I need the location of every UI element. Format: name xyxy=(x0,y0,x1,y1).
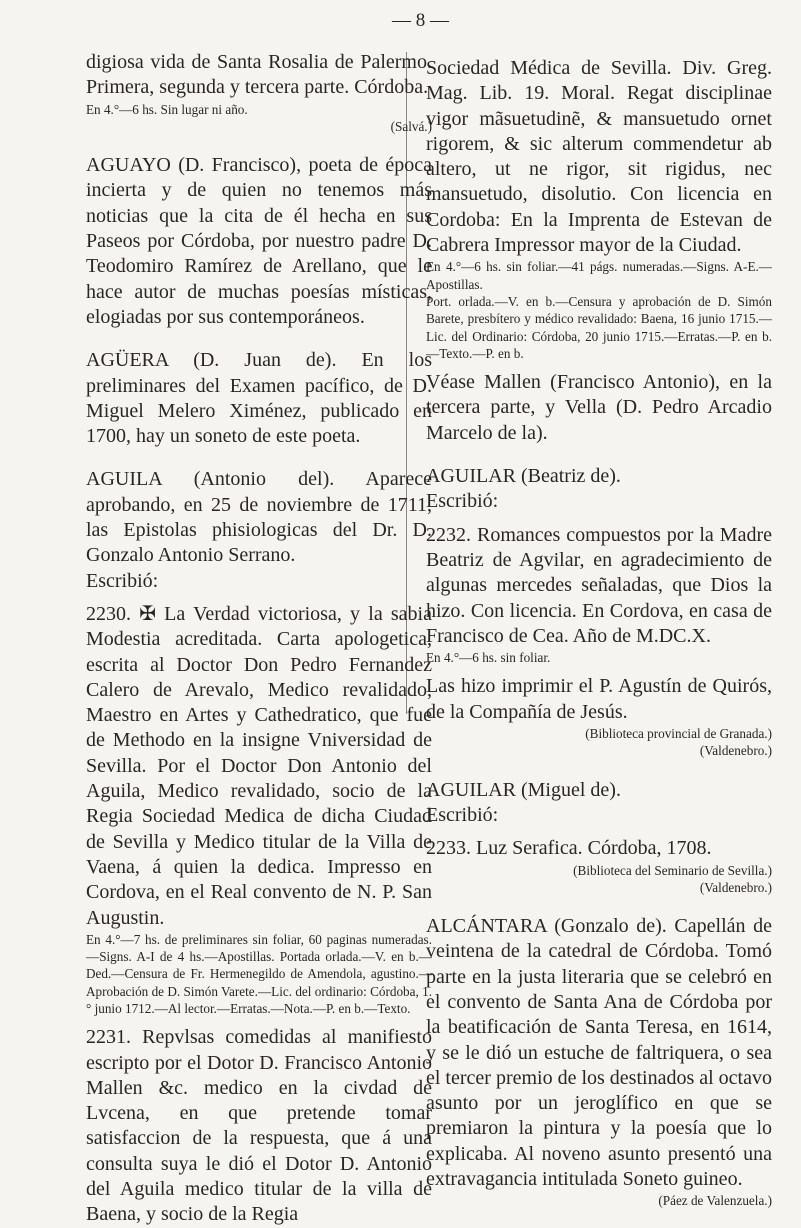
spacer xyxy=(426,515,772,523)
spacer xyxy=(86,449,432,467)
text-paragraph: AGUILAR (Miguel de). xyxy=(426,778,621,801)
text-paragraph: Escribió: xyxy=(426,803,499,826)
text-paragraph: Port. orlada.—V. en b.—Censura y aprobación de D. Simón Barete, presbítero y médico revalidado: Baena, 16 junio 1715.—Lic. del Ordinario: Córdoba, 20 junio 1715.—Erratas.—P. en b.—Texto.—P. en b. xyxy=(426,293,772,361)
text-paragraph: (Salvá.) xyxy=(390,118,432,134)
text-paragraph: AGUILA (Antonio del). Aparece aprobando, en 25 de noviembre de 1711, las Epistolas phisiologicas del Dr. D. Gonzalo Antonio Serrano. xyxy=(86,468,432,567)
text-paragraph: Escribió: xyxy=(426,490,499,513)
text-paragraph: En 4.°—6 hs. Sin lugar ni año. xyxy=(86,101,248,117)
spacer xyxy=(426,896,772,914)
text-paragraph: (Valdenebro.) xyxy=(699,879,772,895)
right-column xyxy=(426,56,772,1210)
text-paragraph: Escribió: xyxy=(86,569,159,592)
text-paragraph: En 4.°—6 hs. sin foliar.—41 págs. numeradas.—Signs. A-E.—Apostillas. xyxy=(426,259,772,292)
spacer xyxy=(86,330,432,348)
page-number: — 8 — xyxy=(392,10,449,31)
text-paragraph: AGUILAR (Beatriz de). xyxy=(426,465,621,488)
spacer xyxy=(426,760,772,778)
text-paragraph: (Valdenebro.) xyxy=(699,743,772,759)
spacer xyxy=(426,666,772,674)
text-paragraph: Véase Mallen (Francisco Antonio), en la tercera parte, y Vella (D. Pedro Arcadio Marcelo de la). xyxy=(426,371,772,444)
text-paragraph: ALCÁNTARA (Gonzalo de). Capellán de veintena de la catedral de Córdoba. Tomó parte en la justa literaria que se celebró en el convento de Santa Ana de Córdoba por la beatificación de Santa Teresa, en 1614, y se le dió un estuche de faltriquera, o sea el tercer premio de los destinados al octavo asunto por un jeroglífico en que se premiaron la pintura y la poesía que lo explicaba. Al noveno asunto presentó una extravagancia intitulada Soneto guineo. xyxy=(426,915,772,1191)
text-paragraph: 2233. Luz Serafica. Córdoba, 1708. xyxy=(426,837,712,860)
text-paragraph: AGUAYO (D. Francisco), poeta de época incierta y de quien no tenemos más noticias que la cita de él hecha en sus Paseos por Córdoba, por nuestro padre D. Teodomiro Ramírez de Arellano, que le hace autor de muchas poesías místicas, elogiadas por sus contemporáneos. xyxy=(86,154,432,328)
left-column xyxy=(86,50,432,1228)
spacer xyxy=(86,1017,432,1025)
text-paragraph: AGÜERA (D. Juan de). En los preliminares del Examen pacífico, de D. Miguel Melero Ximénez, publicado en 1700, hay un soneto de este poeta. xyxy=(86,349,432,448)
text-paragraph: 2230. ✠ La Verdad victoriosa, y la sabia Modestia acreditada. Carta apologetica, escrita al Doctor Don Pedro Fernandez Calero de Arevalo, Medico revalidado, Maestro en Artes y Cathedratico, que fue de Methodo en la insigne Vniversidad de Sevilla. Por el Doctor Don Antonio del Aguila, Medico revalidado, socio de la Regia Sociedad Medica de dicha Ciudad de Sevilla y Medico titular de la Villa de Vaena, á quien la dedica. Impresso en Cordova, en el Real convento de N. P. San Augustin. xyxy=(86,602,432,929)
text-paragraph: (Biblioteca del Seminario de Sevilla.) xyxy=(573,862,772,878)
spacer xyxy=(426,828,772,836)
text-paragraph: 2231. Repvlsas comedidas al manifiesto escripto por el Dotor D. Francisco Antonio Mallen &c. medico en la civdad de Lvcena, en que pretende tomar satisfaccion de la respuesta, que á una consulta suya le dió el Dotor D. Antonio del Aguila medico titular de la villa de Baena, y socio de la Regia xyxy=(86,1026,432,1226)
text-paragraph: (Biblioteca provincial de Granada.) xyxy=(585,726,772,742)
spacer xyxy=(86,594,432,602)
text-paragraph: Sociedad Médica de Sevilla. Div. Greg. Mag. Lib. 19. Moral. Regat disciplinae vigor mãsuetudinẽ, & mansuetudo ornet rigorem, & sic alterum commendetur ab altero, ut ne rigor, sit rigidus, nec mansuetudo, disolutio. Con licencia en Cordoba: En la Imprenta de Estevan de Cabrera Impressor mayor de la Ciudad. xyxy=(426,57,772,257)
text-paragraph: En 4.°—7 hs. de preliminares sin foliar, 60 paginas numeradas.—Signs. A-I de 4 hs.—Apostillas. Portada orlada.—V. en b.—Ded.—Censura de Fr. Hermenegildo de Amendola, agustino.—Aprobación de D. Simón Varete.—Lic. del ordinario: Córdoba, 1.° junio 1712.—Al lector.—Erratas.—Nota.—P. en b.—Texto. xyxy=(86,931,432,1016)
text-paragraph: Las hizo imprimir el P. Agustín de Quirós, de la Compañía de Jesús. xyxy=(426,675,772,723)
spacer xyxy=(426,446,772,464)
text-paragraph: 2232. Romances compuestos por la Madre Beatriz de Agvilar, en agradecimiento de algunas mercedes señaladas, que Dios la hizo. Con licencia. En Cordova, en casa de Francisco de Cea. Año de M.DC.X. xyxy=(426,523,772,647)
text-paragraph: En 4.°—6 hs. sin foliar. xyxy=(426,650,551,666)
text-paragraph: (Páez de Valenzuela.) xyxy=(658,1193,772,1209)
spacer xyxy=(86,135,432,153)
text-paragraph: digiosa vida de Santa Rosalia de Palermo. Primera, segunda y tercera parte. Córdoba. xyxy=(86,51,432,99)
spacer xyxy=(426,362,772,370)
